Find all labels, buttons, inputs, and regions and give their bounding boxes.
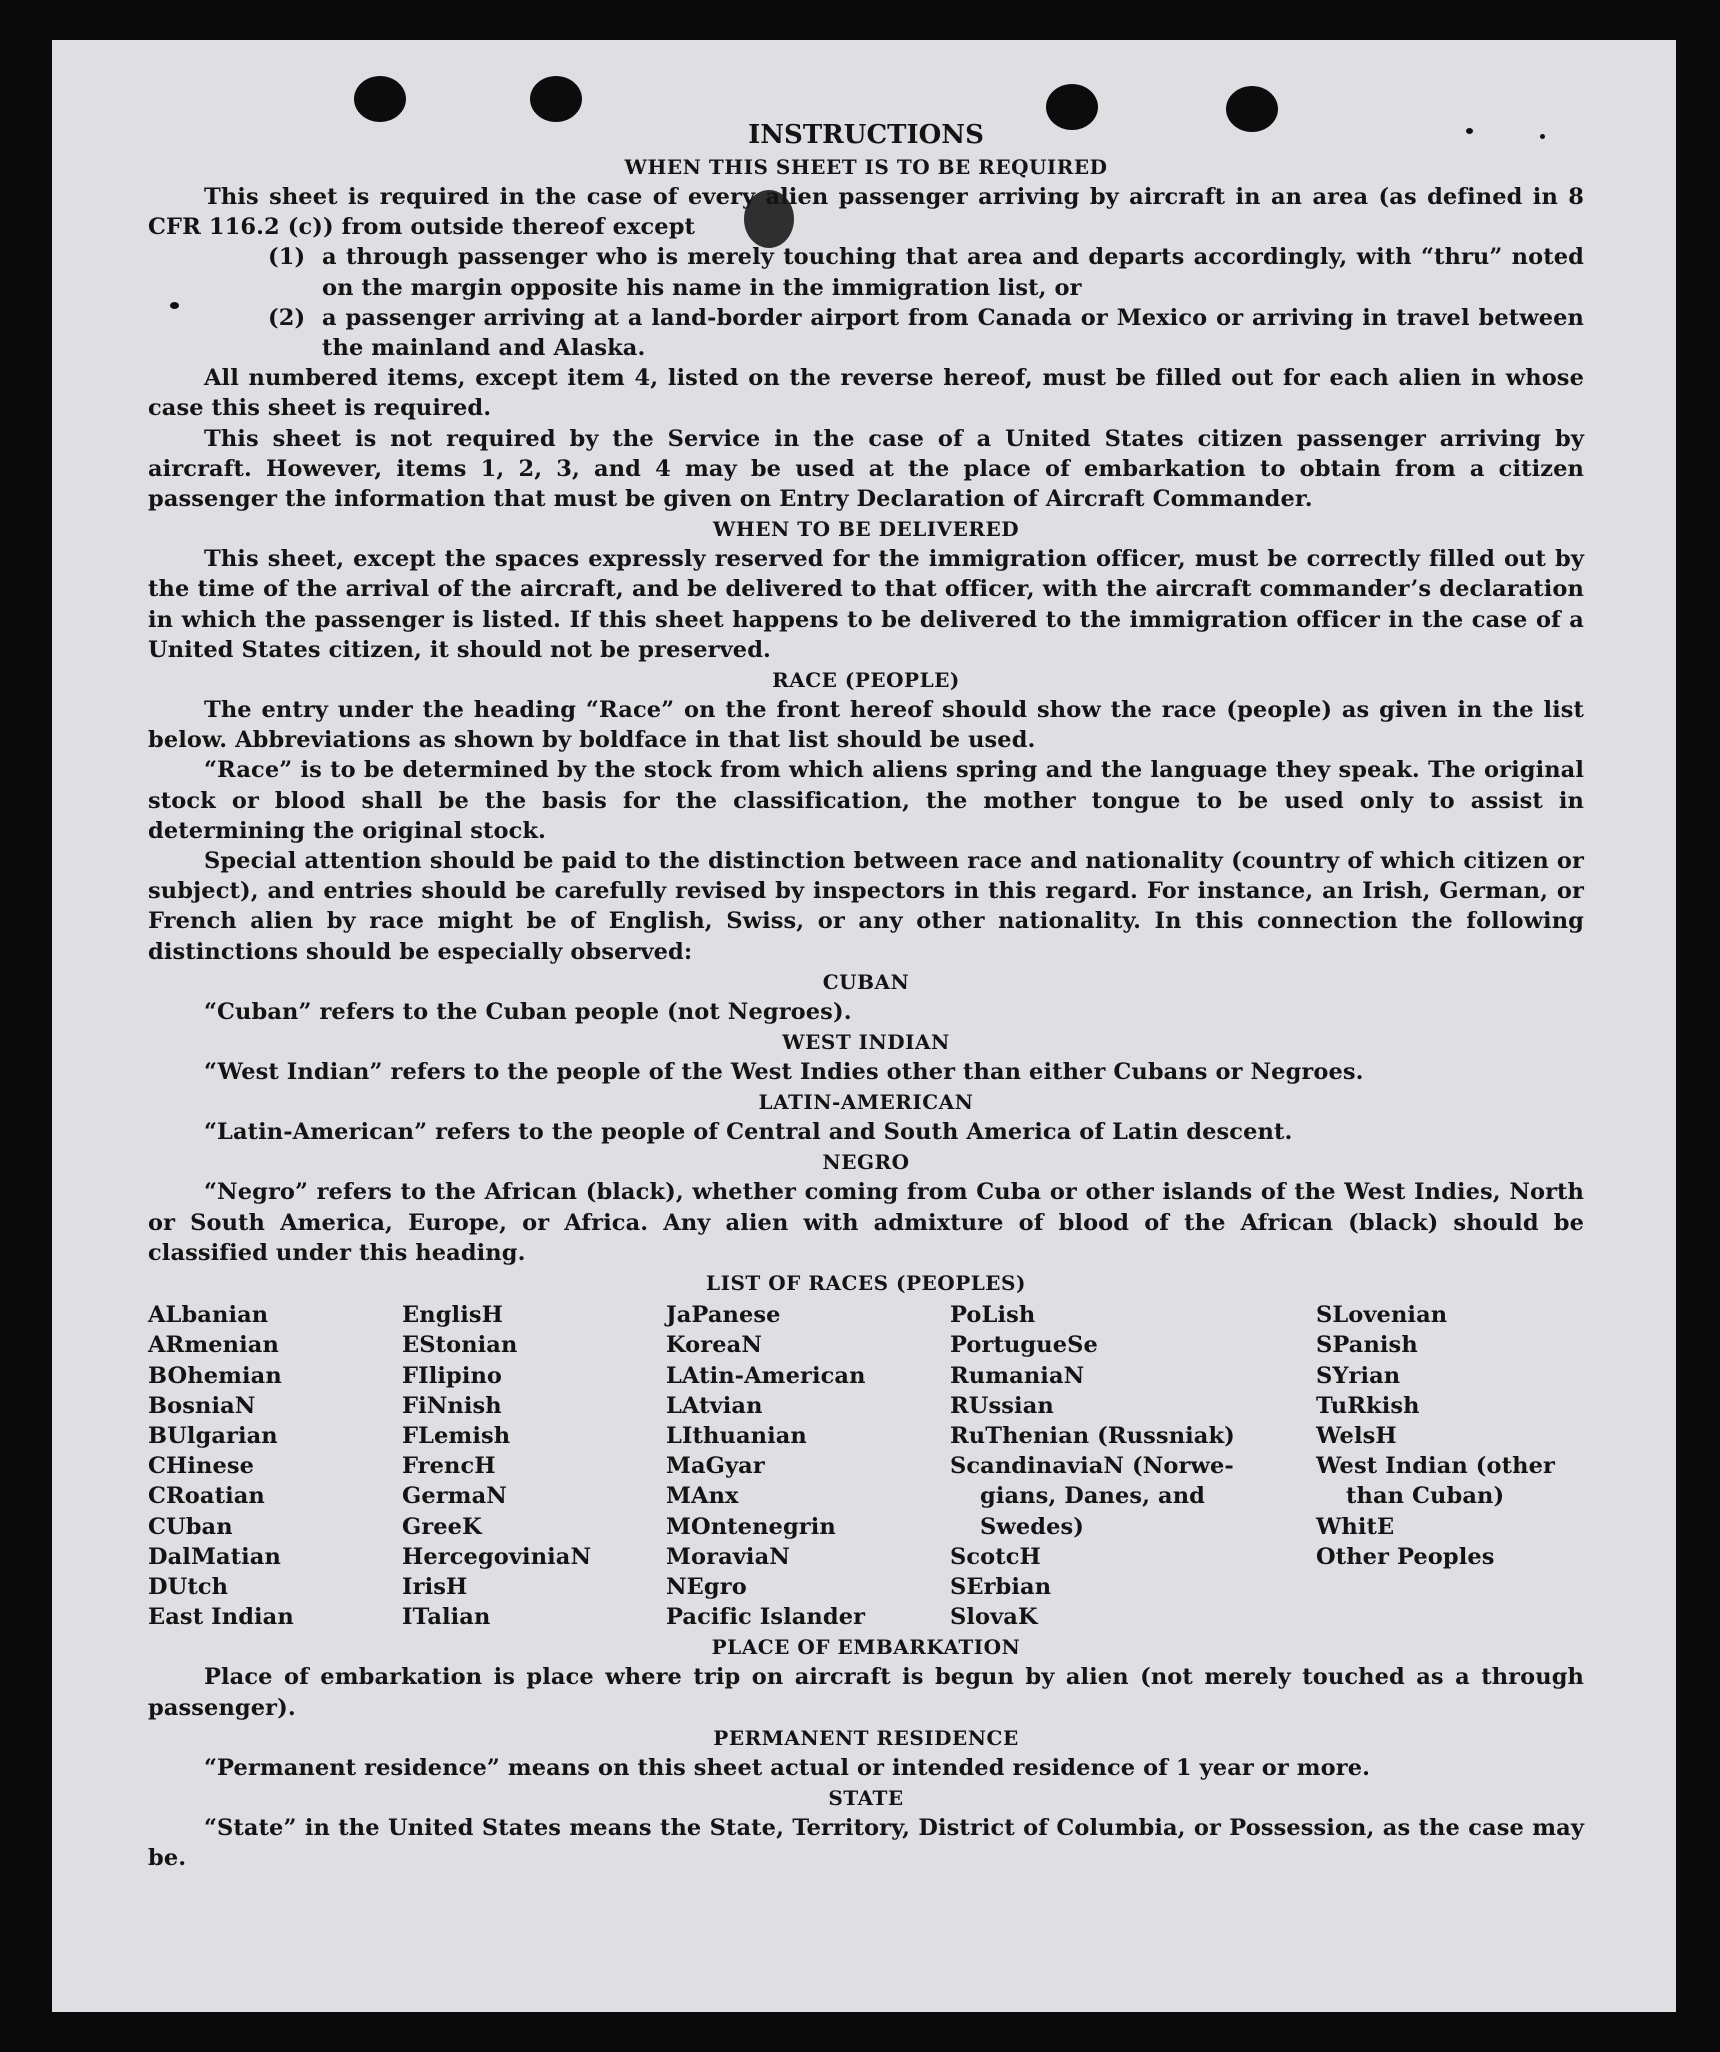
paragraph: This sheet is required in the case of every alien passenger arriving by aircraft in an area (as defined in 8 CFR 116.2 (c)) from outside thereof except bbox=[148, 184, 1584, 241]
race-entry: MAnx bbox=[666, 1483, 739, 1510]
paragraph: All numbered items, except item 4, listed on the reverse hereof, must be filled out for each alien in whose case this sheet is required. bbox=[148, 365, 1584, 422]
races-column bbox=[950, 1300, 1316, 1632]
section-race bbox=[148, 665, 1584, 967]
races-table bbox=[148, 1300, 1584, 1632]
section-heading: WHEN TO BE DELIVERED bbox=[712, 517, 1020, 542]
races-column bbox=[1316, 1300, 1584, 1632]
document-sheet bbox=[52, 40, 1676, 2012]
race-entry: East Indian bbox=[148, 1604, 294, 1631]
race-entry: CRoatian bbox=[148, 1483, 265, 1510]
race-entry: ALbanian bbox=[148, 1302, 269, 1329]
section-place-of-embarkation bbox=[148, 1632, 1584, 1722]
section-heading: LATIN-AMERICAN bbox=[758, 1090, 974, 1115]
race-entry: GermaN bbox=[402, 1483, 507, 1510]
race-entry: MOntenegrin bbox=[666, 1513, 836, 1540]
race-entry: BosniaN bbox=[148, 1392, 256, 1419]
race-entry: WhitE bbox=[1316, 1513, 1395, 1540]
section-latin-american bbox=[148, 1087, 1584, 1147]
race-entry: FiNnish bbox=[402, 1392, 502, 1419]
section-when-required bbox=[148, 152, 1584, 514]
races-column bbox=[666, 1300, 950, 1632]
item-text: a through passenger who is merely touching that area and departs accordingly, with “thru” noted on the margin opposite his name in the immigration list, or bbox=[322, 244, 1584, 301]
race-entry: KoreaN bbox=[666, 1332, 762, 1359]
race-entry: FIlipino bbox=[402, 1362, 503, 1389]
section-west-indian bbox=[148, 1027, 1584, 1087]
paragraph: This sheet, except the spaces expressly reserved for the immigration officer, must be correctly filled out by the time of the arrival of the aircraft, and be delivered to that officer, with the aircraft commander’s declaration in which the passenger is listed. If this sheet happens to be delivered to the immigration officer in the case of a United States citizen, it should not be preserved. bbox=[148, 546, 1584, 663]
race-entry: ARmenian bbox=[148, 1332, 279, 1359]
section-heading: PERMANENT RESIDENCE bbox=[713, 1725, 1019, 1750]
race-entry-continued: Swedes) bbox=[980, 1513, 1084, 1540]
punch-hole-2 bbox=[530, 76, 582, 122]
race-entry: LAtin-American bbox=[666, 1362, 866, 1389]
instructions-content bbox=[148, 118, 1584, 1873]
race-entry-continued: than Cuban) bbox=[1346, 1483, 1505, 1510]
section-heading: NEGRO bbox=[822, 1150, 910, 1175]
paragraph: “West Indian” refers to the people of the West Indies other than either Cubans or Negroes. bbox=[204, 1059, 1364, 1086]
section-list-of-races bbox=[148, 1268, 1584, 1632]
section-heading: PLACE OF EMBARKATION bbox=[711, 1635, 1021, 1660]
paragraph: This sheet is not required by the Service in the case of a United States citizen passenger arriving by aircraft. However, items 1, 2, 3, and 4 may be used at the place of embarkation to obtain from a citizen passenger the information that must be given on Entry Declaration of Aircraft Commander. bbox=[148, 425, 1584, 513]
paragraph: “Latin-American” refers to the people of Central and South America of Latin descent. bbox=[204, 1119, 1293, 1146]
section-heading: CUBAN bbox=[822, 969, 910, 994]
race-entry: DalMatian bbox=[148, 1543, 281, 1570]
race-entry: SLovenian bbox=[1316, 1302, 1448, 1329]
race-entry: MaGyar bbox=[666, 1453, 765, 1480]
race-entry: CHinese bbox=[148, 1453, 255, 1480]
race-entry: Pacific Islander bbox=[666, 1604, 866, 1631]
race-entry: PortugueSe bbox=[950, 1332, 1098, 1359]
section-heading: RACE (PEOPLE) bbox=[772, 668, 960, 693]
race-entry: DUtch bbox=[148, 1573, 229, 1600]
race-entry: EnglisH bbox=[402, 1302, 503, 1329]
punch-hole-1 bbox=[354, 76, 406, 122]
race-entry: RuThenian (Russniak) bbox=[950, 1422, 1235, 1449]
race-entry: PoLish bbox=[950, 1302, 1036, 1329]
race-entry: BOhemian bbox=[148, 1362, 282, 1389]
race-entry: WelsH bbox=[1316, 1422, 1397, 1449]
race-entry: FLemish bbox=[402, 1422, 511, 1449]
race-entry: LAtvian bbox=[666, 1392, 763, 1419]
race-entry: TuRkish bbox=[1316, 1392, 1420, 1419]
race-entry: ITalian bbox=[402, 1604, 491, 1631]
races-column bbox=[148, 1300, 402, 1632]
list-item bbox=[268, 242, 1584, 302]
section-cuban bbox=[148, 967, 1584, 1027]
race-entry: GreeK bbox=[402, 1513, 482, 1540]
race-entry: CUban bbox=[148, 1513, 233, 1540]
race-entry: West Indian (other bbox=[1316, 1453, 1555, 1480]
item-text: a passenger arriving at a land-border airport from Canada or Mexico or arriving in travel between the mainland and Alaska. bbox=[322, 304, 1584, 362]
race-entry-continued: gians, Danes, and bbox=[980, 1483, 1206, 1510]
race-entry: IrisH bbox=[402, 1573, 468, 1600]
page-title: INSTRUCTIONS bbox=[748, 120, 984, 150]
race-entry: ScotcH bbox=[950, 1543, 1041, 1570]
race-entry: SPanish bbox=[1316, 1332, 1418, 1359]
race-entry: SYrian bbox=[1316, 1362, 1401, 1389]
race-entry: ScandinaviaN (Norwe- bbox=[950, 1453, 1234, 1480]
section-heading: STATE bbox=[828, 1785, 904, 1810]
section-permanent-residence bbox=[148, 1723, 1584, 1783]
list-item bbox=[268, 303, 1584, 363]
item-number: (2) bbox=[268, 304, 306, 331]
section-negro bbox=[148, 1147, 1584, 1268]
race-entry: SlovaK bbox=[950, 1604, 1038, 1631]
race-entry: BUlgarian bbox=[148, 1422, 278, 1449]
race-entry: HercegoviniaN bbox=[402, 1543, 592, 1570]
race-entry: SErbian bbox=[950, 1573, 1052, 1600]
paragraph: The entry under the heading “Race” on the front hereof should show the race (people) as given in the list below. Abbreviations as shown by boldface in that list should be used. bbox=[148, 697, 1584, 754]
race-entry: MoraviaN bbox=[666, 1543, 790, 1570]
paragraph: “Permanent residence” means on this sheet actual or intended residence of 1 year or more. bbox=[204, 1754, 1371, 1781]
race-entry: Other Peoples bbox=[1316, 1543, 1495, 1570]
paragraph: Place of embarkation is place where trip on aircraft is begun by alien (not merely touched as a through passenger). bbox=[148, 1664, 1584, 1721]
race-entry: RUssian bbox=[950, 1392, 1054, 1419]
section-when-delivered bbox=[148, 514, 1584, 665]
race-entry: JaPanese bbox=[666, 1302, 781, 1329]
section-state bbox=[148, 1783, 1584, 1873]
paragraph: Special attention should be paid to the distinction between race and nationality (country of which citizen or subject), and entries should be carefully revised by inspectors in this regard. For instance, an Irish, German, or French alien by race might be of English, Swiss, or any other nationality. In this connection the following distinctions should be especially observed: bbox=[148, 848, 1584, 965]
race-entry: RumaniaN bbox=[950, 1362, 1085, 1389]
race-entry: FrencH bbox=[402, 1453, 496, 1480]
races-column bbox=[402, 1300, 666, 1632]
paragraph: “Negro” refers to the African (black), whether coming from Cuba or other islands of the West Indies, North or South America, Europe, or Africa. Any alien with admixture of blood of the African (black) should be classified under this heading. bbox=[148, 1179, 1584, 1266]
item-number: (1) bbox=[268, 244, 306, 271]
paragraph: “State” in the United States means the State, Territory, District of Columbia, or Possession, as the case may be. bbox=[148, 1814, 1584, 1872]
section-heading: WEST INDIAN bbox=[782, 1030, 950, 1055]
section-heading: LIST OF RACES (PEOPLES) bbox=[706, 1271, 1026, 1296]
paragraph: “Race” is to be determined by the stock from which aliens spring and the language they speak. The original stock or blood shall be the basis for the classification, the mother tongue to be used only to assist in determining the original stock. bbox=[148, 757, 1584, 844]
section-heading: WHEN THIS SHEET IS TO BE REQUIRED bbox=[624, 155, 1108, 179]
paragraph: “Cuban” refers to the Cuban people (not Negroes). bbox=[204, 998, 852, 1025]
race-entry: NEgro bbox=[666, 1573, 747, 1600]
race-entry: EStonian bbox=[402, 1332, 518, 1359]
race-entry: LIthuanian bbox=[666, 1422, 807, 1449]
